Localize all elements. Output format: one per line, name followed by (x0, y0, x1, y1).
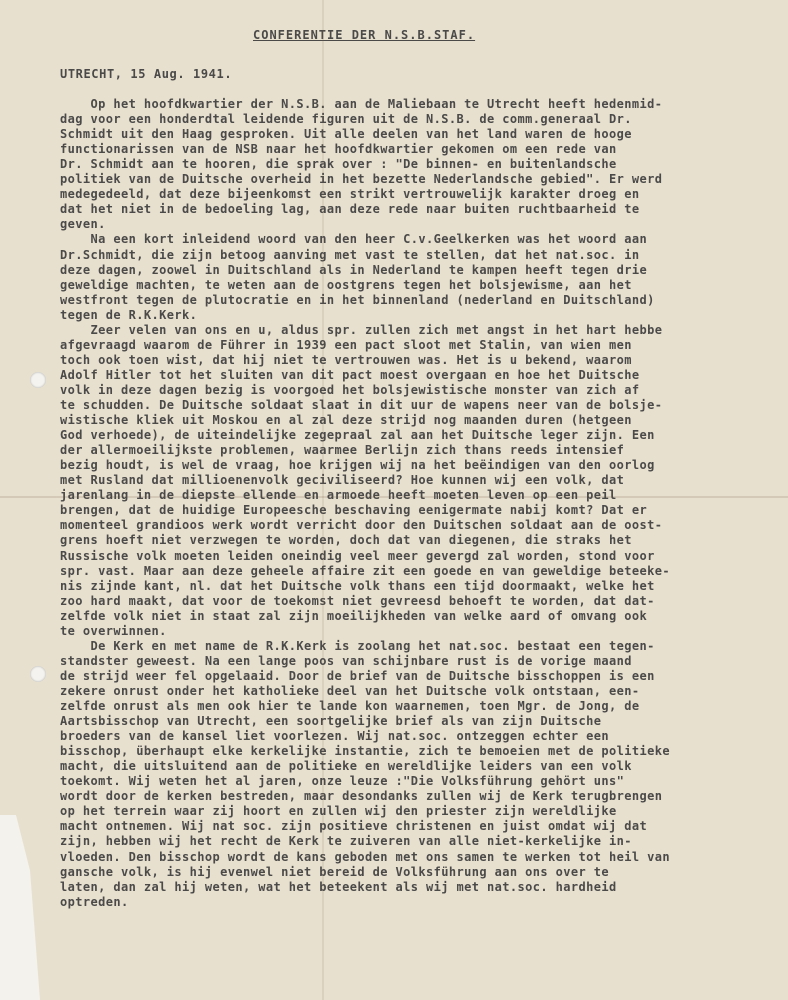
text-line: optreden. (60, 894, 129, 909)
text-line: De Kerk en met name de R.K.Kerk is zoolang het nat.soc. bestaat een tegen- (60, 638, 655, 653)
text-line: op het terrein waar zij hoort en zullen wij den priester zijn wereldlijke (60, 804, 617, 819)
text-line: broeders van de kansel liet voorlezen. Wij nat.soc. ontzeggen echter een (60, 729, 609, 744)
text-line: laten, dan zal hij weten, wat het beteekent als wij met nat.soc. hardheid (60, 879, 617, 894)
text-line: zijn, hebben wij het recht de Kerk te zuiveren van alle niet-kerkelijke in- (60, 834, 632, 849)
text-line: Russische volk moeten leiden oneindig veel meer gevergd zal worden, stond voor (60, 548, 655, 563)
text-line: zekere onrust onder het katholieke deel van het Duitsche volk ontstaan, een- (60, 683, 640, 698)
document-heading: CONFERENTIE DER N.S.B.STAF. (253, 28, 476, 42)
text-line: afgevraagd waarom de Führer in 1939 een pact sloot met Stalin, van wien men (60, 337, 632, 352)
text-line: functionarissen van de NSB naar het hoofdkwartier gekomen om een rede van (60, 142, 617, 157)
text-line: standster geweest. Na een lange poos van schijnbare rust is de vorige maand (60, 653, 632, 668)
text-line: nis zijnde kant, nl. dat het Duitsche volk thans een tijd doormaakt, welke het (60, 578, 655, 593)
text-line: gansche volk, is hij evenwel niet bereid de Volksführung aan ons over te (60, 864, 609, 879)
text-line: dat het niet in de bedoeling lag, aan deze rede naar buiten ruchtbaarheid te (60, 202, 640, 217)
text-line: jarenlang in de diepste ellende en armoede heeft moeten leven op een peil (60, 488, 617, 503)
text-line: toekomt. Wij weten het al jaren, onze leuze :"Die Volksführung gehört uns" (60, 774, 625, 789)
dateline: UTRECHT, 15 Aug. 1941. (60, 67, 233, 81)
text-line: te overwinnen. (60, 623, 167, 638)
text-line: zelfde onrust als men ook hier te lande kon waarnemen, toen Mgr. de Jong, de (60, 699, 640, 713)
text-line: bezig houdt, is wel de vraag, hoe krijgen wij na het beëindigen van den oorlog (60, 458, 655, 473)
text-line: te schudden. De Duitsche soldaat slaat in dit uur de wapens neer van de bolsje- (60, 398, 663, 412)
text-line: spr. vast. Maar aan deze geheele affaire zit een goede en van geweldige beteeke- (60, 563, 670, 578)
torn-corner (0, 815, 40, 1000)
text-line: Dr.Schmidt, die zijn betoog aanving met vast te stellen, dat het nat.soc. in (60, 247, 640, 262)
text-line: Aartsbisschop van Utrecht, een soortgelijke brief als van zijn Duitsche (60, 714, 602, 729)
text-line: momenteel grandioos werk wordt verricht door den Duitschen soldaat aan de oost- (60, 518, 663, 533)
text-line: westfront tegen de plutocratie en in het binnenland (nederland en Duitschland) (60, 292, 655, 307)
text-line: Dr. Schmidt aan te hooren, die sprak over : "De binnen- en buitenlandsche (60, 157, 617, 172)
text-line: met Rusland dat millioenenvolk geciviliseerd? Hoe kunnen wij een volk, dat (60, 473, 625, 488)
text-line: God verhoede), de uiteindelijke zegepraal zal aan het Duitsche leger zijn. Een (60, 428, 655, 443)
text-line: toch ook toen wist, dat hij niet te vertrouwen was. Het is u bekend, waarom (60, 352, 632, 367)
text-line: tegen de R.K.Kerk. (60, 307, 198, 322)
text-line: zelfde volk niet in staat zal zijn moeilijkheden van welke aard of omvang ook (60, 608, 648, 623)
text-line: Op het hoofdkwartier der N.S.B. aan de Maliebaan te Utrecht heeft hedenmid- (60, 97, 663, 111)
text-line: macht ontnemen. Wij nat soc. zijn positieve christenen en juist omdat wij dat (60, 819, 648, 834)
text-line: vloeden. Den bisschop wordt de kans geboden met ons samen te werken tot heil van (60, 849, 670, 864)
text-line: Adolf Hitler tot het sluiten van dit pact moest overgaan en hoe het Duitsche (60, 367, 640, 382)
punch-hole-icon (30, 666, 46, 682)
punch-hole-icon (30, 372, 46, 388)
text-line: dag voor een honderdtal leidende figuren uit de N.S.B. de comm.generaal Dr. (60, 112, 632, 127)
text-line: brengen, dat de huidige Europeesche beschaving eenigermate nabij komt? Dat er (60, 503, 648, 518)
text-line: Schmidt uit den Haag gesproken. Uit alle deelen van het land waren de hooge (60, 127, 632, 142)
text-line: wordt door de kerken bestreden, maar desondanks zullen wij de Kerk terugbrengen (60, 789, 663, 804)
text-line: politiek van de Duitsche overheid in het bezette Nederlandsche gebied". Er werd (60, 172, 663, 187)
text-line: deze dagen, zoowel in Duitschland als in Nederland te kampen heeft tegen drie (60, 262, 648, 277)
text-line: macht, die uitsluitend aan de politieke en wereldlijke leiders van een volk (60, 759, 632, 774)
text-line: Na een kort inleidend woord van den heer C.v.Geelkerken was het woord aan (60, 232, 648, 247)
text-line: wistische kliek uit Moskou en al zal deze strijd nog maanden duren (hetgeen (60, 413, 632, 428)
text-line: medegedeeld, dat deze bijeenkomst een strikt vertrouwelijk karakter droeg en (60, 187, 640, 202)
text-line: zoo hard maakt, dat voor de toekomst niet gevreesd behoeft te worden, dat dat- (60, 593, 655, 608)
text-line: grens hoeft niet verzwegen te worden, doch dat van diegenen, die straks het (60, 533, 632, 548)
text-line: de strijd weer fel opgelaaid. Door de brief van de Duitsche bisschoppen is een (60, 668, 655, 683)
text-line: bisschop, überhaupt elke kerkelijke instantie, zich te bemoeien met de politieke (60, 744, 670, 759)
text-line: der allermoeilijkste problemen, waarmee Berlijn zich thans reeds intensief (60, 443, 625, 458)
text-line: Zeer velen van ons en u, aldus spr. zullen zich met angst in het hart hebbe (60, 322, 663, 337)
text-line: volk in deze dagen bezig is voorgoed het bolsjewistische monster van zich af (60, 382, 640, 397)
text-line: geweldige machten, te weten aan de oostgrens tegen het bolsjewisme, aan het (60, 277, 632, 292)
text-line: geven. (60, 217, 106, 232)
